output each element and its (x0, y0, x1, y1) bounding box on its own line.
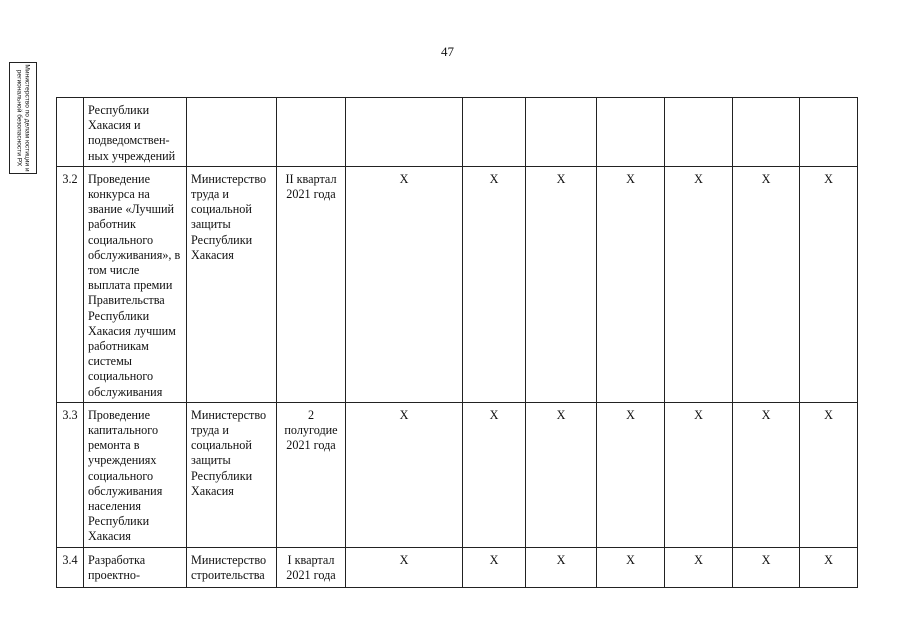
cell-mark: Х (800, 402, 858, 547)
measures-table (56, 97, 858, 588)
row-number: 3.4 (57, 547, 84, 587)
stamp-text: Министерство по делам юстиции и региональной безопасности РХ (16, 64, 31, 172)
cell-mark (800, 98, 858, 167)
cell-mark: Х (733, 166, 800, 402)
cell-mark: Х (597, 402, 665, 547)
cell-mark: Х (665, 547, 733, 587)
page-number: 47 (441, 44, 454, 59)
cell-mark (665, 98, 733, 167)
measure-name: Разработка проектно- (84, 547, 187, 587)
cell-mark: Х (463, 547, 526, 587)
table-row (57, 166, 858, 402)
table-row (57, 402, 858, 547)
table-row (57, 98, 858, 167)
measure-name: Проведение конкурса на звание «Лучший работник социального обслуживания», в том числе выплата премии Правительства Республики Хакасия лучшим работникам системы социального обслуживания (84, 166, 187, 402)
cell-mark: Х (526, 547, 597, 587)
executor: Министерство строительства (187, 547, 277, 587)
term: II квартал 2021 года (277, 166, 346, 402)
term: I квартал 2021 года (277, 547, 346, 587)
term: 2 полугодие 2021 года (277, 402, 346, 547)
cell-mark: Х (733, 547, 800, 587)
cell-mark: Х (346, 547, 463, 587)
row-number: 3.2 (57, 166, 84, 402)
cell-mark (733, 98, 800, 167)
cell-mark (526, 98, 597, 167)
cell-mark: Х (733, 402, 800, 547)
cell-mark: Х (526, 166, 597, 402)
measure-name: Республики Хакасия и подведомствен-ных учреждений (84, 98, 187, 167)
cell-mark: Х (346, 402, 463, 547)
table-row (57, 547, 858, 587)
cell-mark (346, 98, 463, 167)
cell-mark: Х (597, 166, 665, 402)
cell-mark: Х (463, 166, 526, 402)
executor: Министерство труда и социальной защиты Республики Хакасия (187, 166, 277, 402)
cell-mark: Х (526, 402, 597, 547)
cell-mark: Х (597, 547, 665, 587)
cell-mark: Х (665, 166, 733, 402)
cell-mark (463, 98, 526, 167)
cell-mark (597, 98, 665, 167)
registration-stamp (9, 62, 37, 174)
executor (187, 98, 277, 167)
cell-mark: Х (463, 402, 526, 547)
executor: Министерство труда и социальной защиты Республики Хакасия (187, 402, 277, 547)
cell-mark: Х (800, 547, 858, 587)
row-number: 3.3 (57, 402, 84, 547)
row-number (57, 98, 84, 167)
measure-name: Проведение капитального ремонта в учреждениях социального обслуживания населения Республики Хакасия (84, 402, 187, 547)
cell-mark: Х (665, 402, 733, 547)
cell-mark: Х (800, 166, 858, 402)
cell-mark: Х (346, 166, 463, 402)
term (277, 98, 346, 167)
